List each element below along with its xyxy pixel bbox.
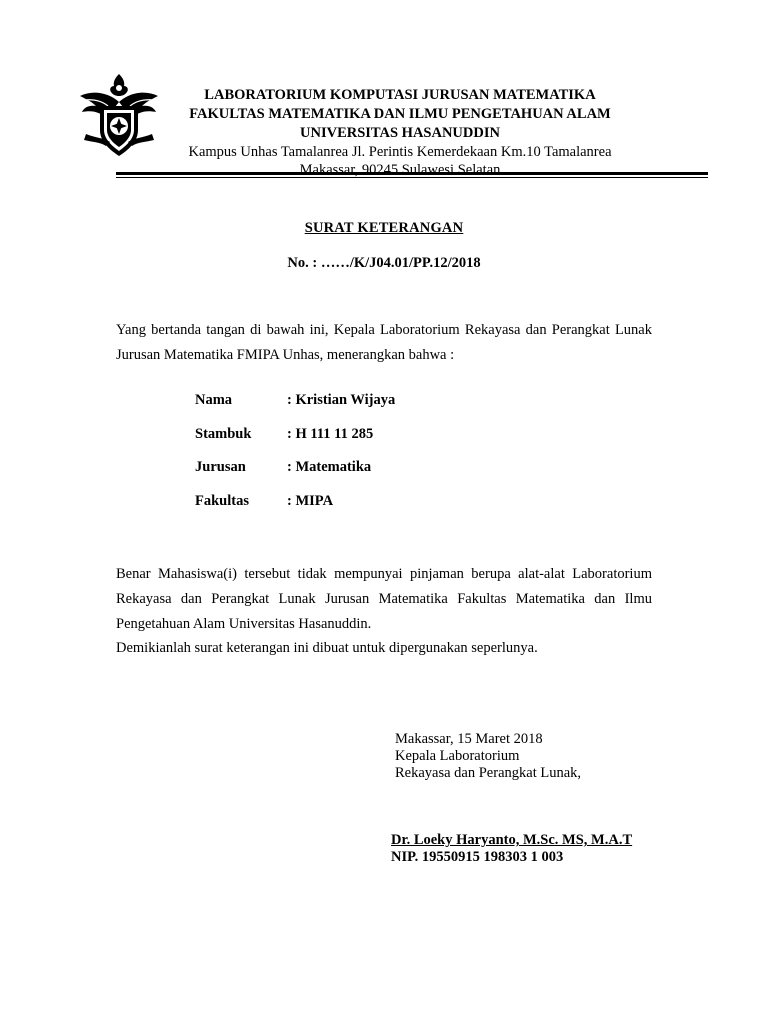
field-row-jurusan	[195, 459, 395, 493]
letterhead-line3: UNIVERSITAS HASANUDDIN	[300, 125, 500, 141]
field-label: Nama	[195, 392, 233, 408]
signer-nip: NIP. 19550915 198303 1 003	[391, 849, 564, 865]
letterhead-divider-thick	[116, 172, 708, 175]
field-label: Fakultas	[195, 492, 249, 509]
signer	[391, 832, 632, 866]
field-value: : Kristian Wijaya	[287, 392, 396, 408]
letterhead-divider-thin	[116, 177, 708, 178]
body-paragraph: Benar Mahasiswa(i) tersebut tidak mempunyai pinjaman berupa alat-alat Laboratorium Rekayasa dan Perangkat Lunak Jurusan Matematika Fakultas Matematika dan Ilmu Pengetahuan Alam Universitas Hasanuddin.	[116, 566, 652, 632]
letterhead-line2: FAKULTAS MATEMATIKA DAN ILMU PENGETAHUAN ALAM	[189, 106, 611, 122]
field-row-fakultas	[195, 493, 395, 527]
field-label: Stambuk	[195, 425, 252, 442]
field-value: : MIPA	[287, 492, 334, 509]
student-details	[195, 392, 395, 526]
letterhead	[165, 86, 635, 179]
letterhead-address2: Makassar, 90245 Sulawesi Selatan	[299, 162, 501, 178]
place-date: Makassar, 15 Maret 2018	[395, 731, 543, 747]
closing-paragraph: Demikianlah surat keterangan ini dibuat untuk dipergunakan seperlunya.	[116, 640, 538, 656]
letter-title: SURAT KETERANGAN	[304, 220, 464, 236]
letterhead-address1: Kampus Unhas Tamalanrea Jl. Perintis Kemerdekaan Km.10 Tamalanrea	[188, 144, 612, 160]
field-value: : H 111 11 285	[287, 425, 374, 442]
signature-block	[395, 731, 581, 782]
intro-paragraph: Yang bertanda tangan di bawah ini, Kepala Laboratorium Rekayasa dan Perangkat Lunak Jurusan Matematika FMIPA Unhas, menerangkan bahwa :	[116, 322, 652, 363]
field-row-nama	[195, 392, 395, 426]
letterhead-line1: LABORATORIUM KOMPUTASI JURUSAN MATEMATIKA	[204, 87, 596, 103]
signer-position-1: Kepala Laboratorium	[395, 748, 520, 764]
field-row-stambuk	[195, 426, 395, 460]
field-value: : Matematika	[287, 459, 372, 475]
university-crest-icon	[78, 72, 160, 158]
signer-name: Dr. Loeky Haryanto, M.Sc. MS, M.A.T	[391, 832, 633, 848]
letter-number: No. : ……/K/J04.01/PP.12/2018	[287, 255, 481, 271]
field-label: Jurusan	[195, 459, 246, 475]
signer-position-2: Rekayasa dan Perangkat Lunak,	[395, 765, 582, 781]
